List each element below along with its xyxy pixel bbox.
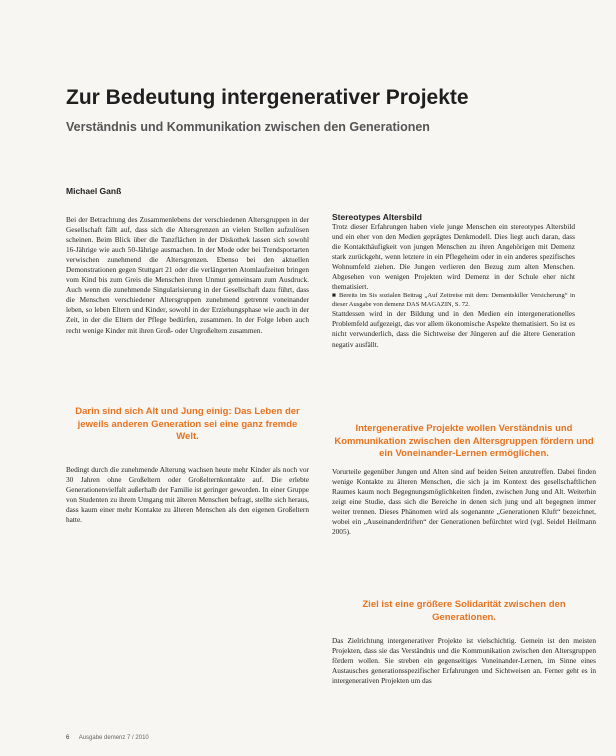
- left-column: [66, 215, 309, 336]
- pull-quote-right-1: Intergenerative Projekte wollen Verständnis und Kommunikation zwischen den Altersgruppen fördern und ein Voneinander-Lernen ermöglichen.: [334, 423, 594, 459]
- author-name: Michael Ganß: [66, 186, 122, 196]
- page-footer: [66, 735, 149, 741]
- right-paragraph-3: Vorurteile gegenüber Jungen und Alten sind auf beiden Seiten anzutreffen. Dabei finden wenige Kontakte zu älteren Menschen, die sich ja im Kontext des gesellschaftlichen Raumes kaum noch Begegnungsmöglichkeiten finden, zwischen Jung und Alt. Weiterhin zeigt eine Studie, dass sich die Bereiche in denen sich jung und alt begegnen immer weiter trennen. Dieses Phänomen wird als sogenannte „Generationen Kluft“ bezeichnet, wobei ein „Auseinanderdriften“ der Generationen befürchtet wird (vgl. Seidel Heilmann 2005).: [332, 467, 596, 537]
- pull-quote-left: Darin sind sich Alt und Jung einig: Das Leben der jeweils anderen Generation sei eine ganz fremde Welt.: [75, 406, 300, 442]
- right-column: [332, 212, 575, 350]
- left-paragraph-2: Bedingt durch die zunehmende Alterung wachsen heute mehr Kinder als noch vor 30 Jahren ohne Großeltern oder Großelternkontakte auf. Die erlebte Generationenvielfalt außerhalb der Familie ist geringer geworden. In einer Gruppe von Studenten zu ihrem Umgang mit älteren Menschen befragt, stellte sich heraus, dass kaum einer mehr Kontakte zu älteren Menschen als den eigenen Großeltern hatte.: [66, 465, 309, 525]
- right-paragraph-1: Trotz dieser Erfahrungen haben viele junge Menschen ein stereotypes Altersbild und ein eher von den Medien geprägtes Denkmodell. Dies liegt auch daran, dass die Kontakthäufigkeit von jungen Menschen zu ihren Angehörigen mit Demenz stark zurückgeht, wenn letztere in ein Pflegeheim oder in ein anderes spezifisches Wohnumfeld ziehen. Die Jungen verlieren den Bezug zum alten Menschen. Abgesehen von wenigen Projekten wird Demenz in der Schule eher nicht thematisiert.: [332, 222, 575, 292]
- pull-quote-right-2: Ziel ist eine größere Solidarität zwischen den Generationen.: [362, 599, 566, 623]
- right-paragraph-2: Stattdessen wird in der Bildung und in den Medien ein intergenerationelles Problemfeld aufgezeigt, das vor allem ökonomische Aspekte thematisiert. So ist es nicht verwunderlich, dass die Sichtweise der Jüngeren auf die ältere Generation negativ ausfällt.: [332, 309, 575, 349]
- section-subhead: Stereotypes Altersbild: [332, 212, 422, 222]
- footnote: [332, 292, 575, 309]
- article-subtitle: Verständnis und Kommunikation zwischen den Generationen: [66, 120, 430, 134]
- right-paragraph-4: Das Zielrichtung intergenerativer Projekte ist vielschichtig. Gemein ist den meisten Projekten, dass sie das Verständnis und die Kommunikation zwischen den Altersgruppen fördern wollen. Sie streben ein gegenseitiges Voneinander-Lernen, im Sinne eines Austausches generationsspezifischer Erfahrungen und Sichtweisen an. Ferner geht es in intergenerativen Projekten um das: [332, 636, 596, 686]
- article-title: Zur Bedeutung intergenerativer Projekte: [66, 86, 469, 109]
- footnote-text: Bereits im Sis sozialen Beitrag „Auf Zeitreise mit dem: Dementskiller Versicherung“ in dieser Ausgabe von demenz DAS MAGAZIN, S. 72.: [332, 292, 576, 308]
- page-number: 6: [66, 735, 70, 741]
- left-paragraph-1: Bei der Betrachtung des Zusammenlebens der verschiedenen Altersgruppen in der Gesellschaft fällt auf, dass sich die Altersgrenzen an vielen Stellen aufzulösen scheinen. Beim Blick über die Tanzflächen in der Diskothek lassen sich sowohl 16-Jährige wie auch 50-Jährige ausmachen. In der Mode oder bei Trendsportarten verwischen zunehmend die Altersgrenzen. Ebenso bei den aktuellen Demonstrationen gegen Stuttgart 21 oder die verlängerten Atomlaufzeiten bringen vom Kind bis zum Greis die Menschen ihren Unmut gemeinsam zum Ausdruck. Auch wenn die zunehmende Singularisierung in der Gesellschaft dazu führt, dass die Menschen verschiedener Altersgruppen zunehmend getrennt voneinander leben, so leben Eltern und Kinder, sowohl in der Erziehungsphase wie auch in der Zeit, in der die Eltern der Pflege bedürfen, zusammen. In der Folge leben auch recht wenige Kinder mit ihren Groß- oder Urgroßeltern zusammen.: [66, 215, 309, 335]
- footnote-mark: ■: [332, 292, 337, 300]
- publication-info: Ausgabe demenz 7 / 2010: [78, 735, 149, 741]
